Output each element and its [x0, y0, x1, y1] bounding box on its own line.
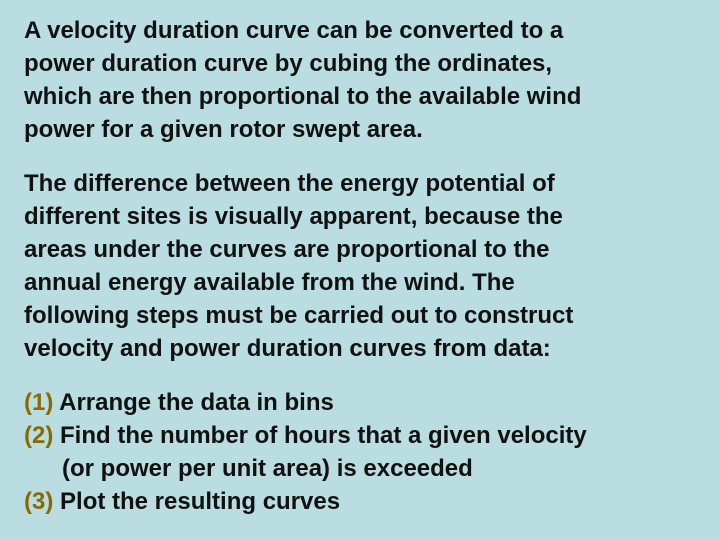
step-text: Plot the resulting curves [60, 488, 341, 515]
step-number: (1) [24, 389, 54, 416]
paragraph-line: power for a given rotor swept area. [24, 116, 423, 143]
step-number: (2) [24, 422, 54, 449]
step-number: (3) [24, 488, 54, 515]
paragraph-power-duration [24, 14, 581, 146]
paragraph-line: velocity and power duration curves from data: [24, 335, 551, 362]
step-item-3 [24, 485, 587, 518]
step-item-2 [24, 419, 587, 452]
step-text: (or power per unit area) is exceeded [62, 455, 473, 482]
step-item-2-continuation [24, 452, 587, 485]
paragraph-line: different sites is visually apparent, because the [24, 203, 563, 230]
paragraph-energy-potential [24, 167, 573, 365]
step-item-1 [24, 386, 587, 419]
paragraph-line: power duration curve by cubing the ordinates, [24, 50, 553, 77]
paragraph-line: annual energy available from the wind. The [24, 269, 515, 296]
paragraph-line: The difference between the energy potential of [24, 170, 555, 197]
step-text: Arrange the data in bins [59, 389, 334, 416]
paragraph-line: which are then proportional to the available wind [24, 83, 582, 110]
step-text: Find the number of hours that a given velocity [60, 422, 587, 449]
steps-list [24, 386, 587, 518]
paragraph-line: following steps must be carried out to construct [24, 302, 574, 329]
paragraph-line: A velocity duration curve can be converted to a [24, 17, 564, 44]
paragraph-line: areas under the curves are proportional to the [24, 236, 550, 263]
